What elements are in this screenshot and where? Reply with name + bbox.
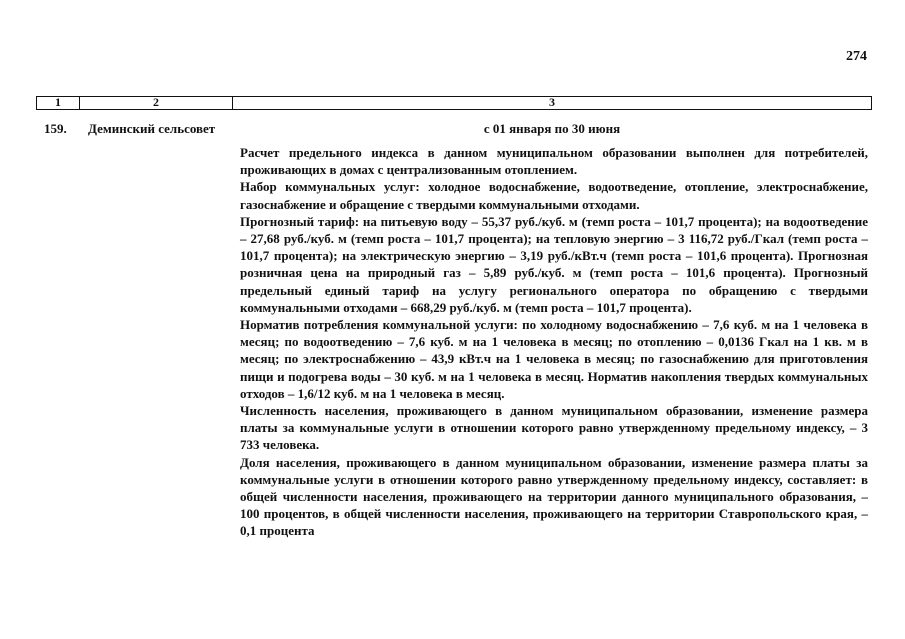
paragraph-tariffs: Прогнозный тариф: на питьевую воду – 55,37 руб./куб. м (темп роста – 101,7 процента); на водоотведение – 27,68 руб./куб. м (темп роста – 101,7 процента); на тепловую энергию – 3 116,72 руб./Гкал (темп роста – 101,7 процента); на электрическую энергию – 3,19 руб./кВт.ч (темп роста – 101,6 процента). Прогнозная розничная цена на природный газ – 5,89 руб./куб. м (темп роста – 101,6 процента). Прогнозный предельный единый тариф на услугу регионального оператора по обращению с твердыми коммунальными отходами – 668,29 руб./куб. м (темп роста – 101,7 процента). — [240, 213, 868, 315]
municipality-name: Деминский сельсовет — [88, 121, 216, 136]
page-number: 274 — [846, 49, 867, 64]
period-heading: с 01 января по 30 июня — [483, 121, 621, 136]
column-header-2: 2 — [80, 97, 233, 109]
column-header-1: 1 — [37, 97, 80, 109]
paragraph-norms: Норматив потребления коммунальной услуги: по холодному водоснабжению – 7,6 куб. м на 1 человека в месяц; по водоотведению – 7,6 куб. м на 1 человека в месяц; по отоплению – 0,0136 Гкал на 1 кв. м в месяц; по электроснабжению – 43,9 кВт.ч на 1 человека в месяц; по газоснабжению для приготовления пищи и подогрева воды – 30 куб. м на 1 человека в месяц. Норматив накопления твердых коммунальных отходов – 1,6/12 куб. м на 1 человека в месяц. — [240, 317, 868, 401]
paragraph-share: Доля населения, проживающего в данном муниципальном образовании, изменение размера платы за коммунальные услуги в отношении которого равно утвержденному предельному индексу, составляет: в общей численности населения, проживающего на территории данного муниципального образования, – 100 процентов, в общей численности населения, проживающего на территории Ставропольского края, – 0,1 процента — [240, 454, 868, 539]
table-header — [36, 96, 872, 110]
paragraph-population: Численность населения, проживающего в данном муниципальном образовании, изменение размера платы за коммунальные услуги в отношении которого равно утвержденному предельному индексу, – 3 733 человека. — [240, 403, 868, 453]
description-body — [240, 144, 868, 540]
paragraph-scope: Расчет предельного индекса в данном муниципальном образовании выполнен для потребителей, проживающих в домах с централизованным отоплением. — [240, 145, 868, 178]
paragraph-services: Набор коммунальных услуг: холодное водоснабжение, водоотведение, отопление, электроснабжение, газоснабжение и обращение с твердыми коммунальными отходами. — [240, 179, 868, 212]
row-number: 159. — [44, 121, 67, 136]
column-header-3: 3 — [549, 95, 555, 109]
